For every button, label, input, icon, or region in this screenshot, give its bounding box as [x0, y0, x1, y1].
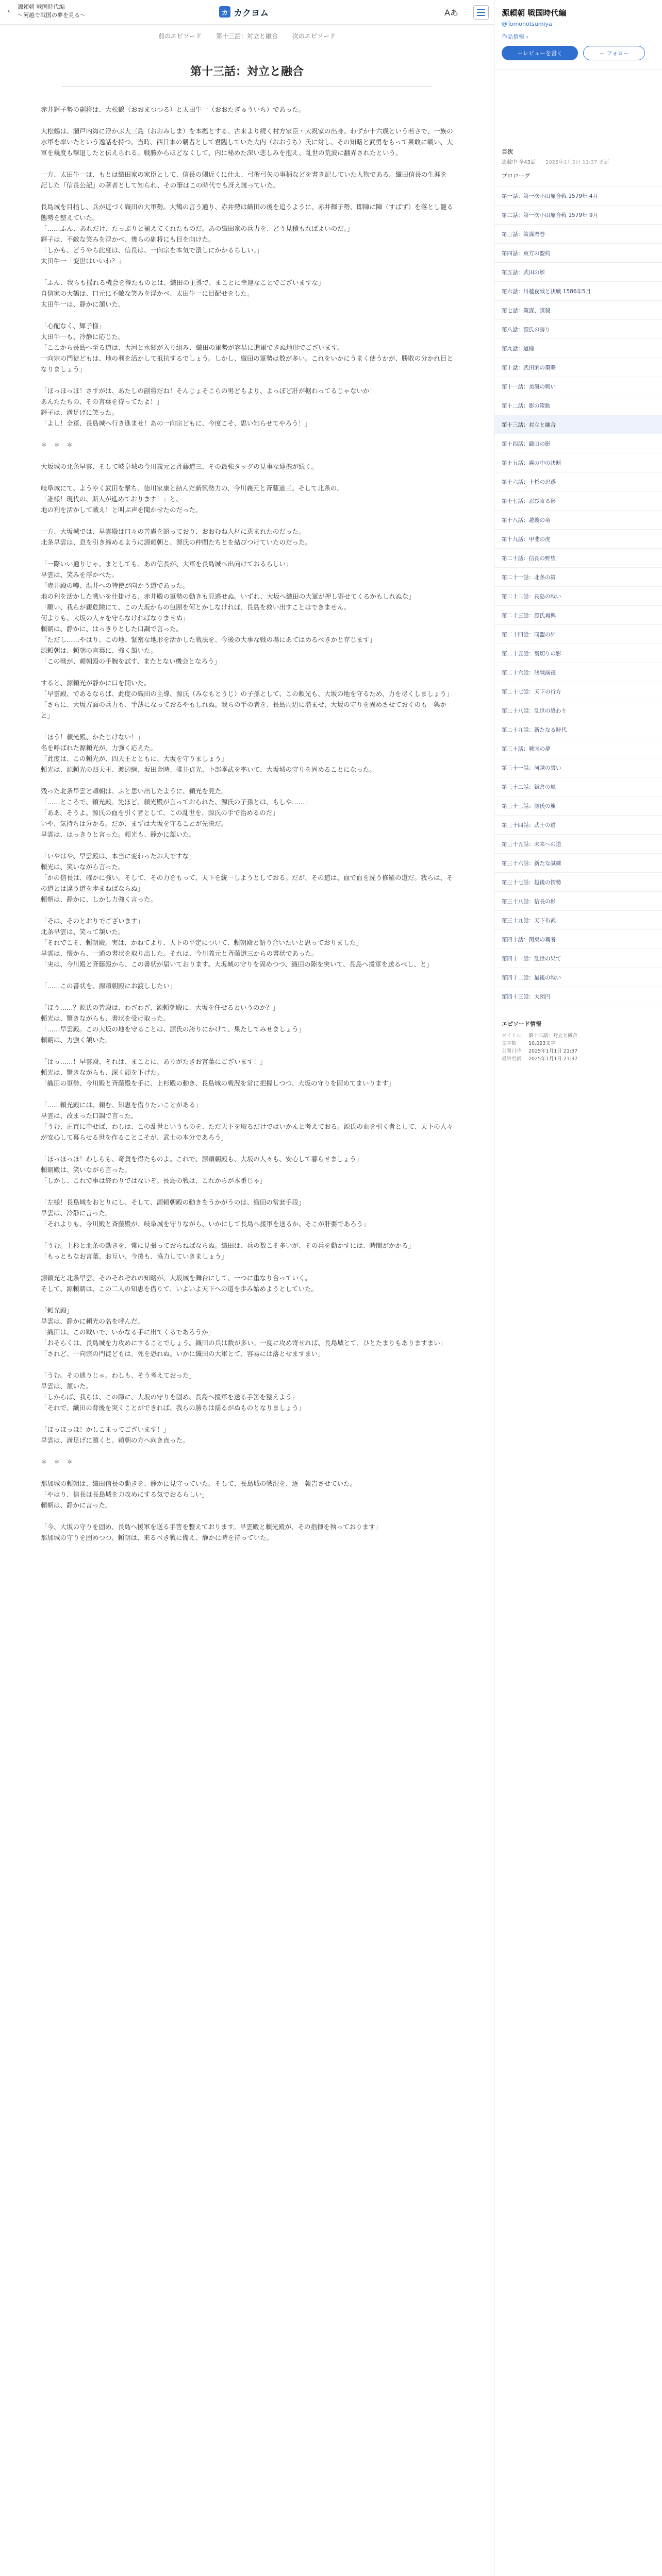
toc-item[interactable]: 第二話：第一次小田原合戦 1579年 9月	[494, 206, 662, 225]
series-title-link[interactable]: 源頼朝 戦国時代編 ～河越で戦国の夢を見る～	[18, 4, 86, 19]
toc-item[interactable]: 第二十八話：乱世の終わり	[494, 701, 662, 720]
body-paragraph: 「早雲殿、であるならば、此度の織田の主導、源氏（みなもとうじ）の子孫として、この頼光も、大坂の地を守るため、力を尽くしましょう」	[41, 690, 453, 698]
body-paragraph: 赤井輝子勢の副将は、大松鶴（おおまつつる）と太田牛一（おおたぎゅういち）であった。	[41, 106, 305, 113]
body-paragraph: 「ここから長島へ至る道は、大河と水郷が入り組み、織田の軍勢が容易に進軍できぬ地形でございます。	[41, 344, 344, 351]
body-paragraph: 北条早雲は、笑って頷いた。	[41, 928, 125, 936]
body-paragraph: 輝子は、不敵な笑みを浮かべ、幾らの副将にも目を向けた。	[41, 235, 215, 243]
toc-item[interactable]: 第二十五話：裏切りの影	[494, 644, 662, 663]
body-paragraph: 「ほっほっほ！かしこまってございます！」	[41, 1426, 170, 1433]
body-paragraph: 頼光は、驚きながらも、書状を受け取った。	[41, 1014, 170, 1022]
body-paragraph: 「しからば、我らは、この隙に、大坂の守りを固め、長島へ援軍を送る手筈を整えよう」	[41, 1393, 299, 1401]
menu-icon[interactable]	[473, 5, 489, 20]
toc-item[interactable]: 第三十二話：鎌倉の風	[494, 777, 662, 796]
body-paragraph: ＊ ＊ ＊	[41, 441, 73, 449]
body-paragraph: 頼朝は、力強く頷いた。	[41, 1036, 112, 1044]
meta-key: タイトル	[502, 1033, 521, 1039]
body-paragraph: 頼朝は、静かに、はっきりとした口調で言った。	[41, 625, 183, 633]
body-paragraph: 地の利を活かした戦いを仕掛ける、赤井殿の軍勢の動きも見逃せぬ。いずれ、大坂へ織田の大軍が押し寄せてくるかもしれぬな」	[41, 592, 415, 600]
body-paragraph: 「ほっほっほ！さすがは、あたしの副将だね！そんじょそこらの男どもより、よっぽど肝が据わってるじゃないか！	[41, 387, 376, 395]
reader-main	[0, 25, 494, 1543]
blank-line	[41, 158, 453, 169]
blank-line	[41, 191, 453, 201]
toc-item[interactable]: 第三十話：戦国の夢	[494, 739, 662, 758]
body-paragraph: 「ふん、我らも揺れる機会を得たものとは、織田の主導で、まことに幸運なことでございますな」	[41, 279, 325, 286]
toc-item[interactable]: 第七話：策謀、謀殺	[494, 301, 662, 320]
body-paragraph: あんたたちの、その言葉を待ってたよ！」	[41, 398, 163, 405]
body-paragraph: 「織田の軍勢、今川殿と斉藤殿を手に、上杉殿の動き、長島城の戦況を常に把握しつつ、大坂の守りを固めてまいります」	[41, 1079, 395, 1087]
body-paragraph: 頼光は、源頼光の四天王、渡辺綱、坂田金時、碓井貞光、卜部季武を率いて、大坂城の守りを固めることになった。	[41, 766, 376, 773]
toc-item[interactable]: 第十七話：忍び寄る影	[494, 492, 662, 511]
meta-value: 第十三話：対立と融合	[528, 1033, 578, 1039]
body-paragraph: 「織田は、この戦いで、いかなる手に出てくるであろうか」	[41, 1328, 215, 1336]
blank-line	[41, 375, 453, 385]
body-paragraph: 「そは、そのとおりでございます」	[41, 917, 144, 925]
body-paragraph: 「はっ……！早雲殿、それは、まことに、ありがたきお言葉にございます！」	[41, 1058, 267, 1065]
toc-item[interactable]: 第二十七話：天下の行方	[494, 682, 662, 701]
meta-value: 2025年1月1日 21:37	[528, 1056, 578, 1062]
blank-line	[41, 970, 453, 980]
blank-line	[41, 1446, 453, 1456]
body-paragraph: 頼朝は、静かに、しかし力強く言った。	[41, 895, 157, 903]
meta-row	[502, 1055, 655, 1063]
body-paragraph: 「やはり、信長は長島城を力攻めにする気でおるらしい」	[41, 1490, 209, 1498]
blank-line	[41, 548, 453, 558]
write-review-button[interactable]: ＋レビューを書く	[502, 46, 578, 60]
body-paragraph: 「……ところで、頼光殿。先ほど、頼光殿が言っておられた、源氏の子孫とは、もしや……」	[41, 798, 311, 806]
body-paragraph: 大松鶴は、瀬戸内海に浮かぶ大三島（おおみしま）を本拠とする、古来より続く村方家臣・大祝家の出身。わずか十六歳という若さで、一族の水軍を率いたという逸話を持つ。当時、西日本の覇者として君臨していた大内（おおうち）氏に対し、その知略と武勇をもって果敢に戦い、大軍を幾度も撃退したと伝えられる。戦勝からほどなくして、内に秘めた深い悲しみを抱え、乱世の荒波に翻弄されたという。	[41, 127, 453, 157]
body-paragraph: 「それでこそ、頼朝殿。実は、かねてより、天下の平定について、頼朝殿と語り合いたいと思っておりました」	[41, 939, 362, 946]
logo-text: カクヨム	[234, 8, 269, 19]
current-episode-link[interactable]: 第十三話：対立と融合	[216, 32, 278, 40]
toc-item[interactable]: 第十一話：美濃の戦い	[494, 377, 662, 396]
blank-line	[41, 1089, 453, 1099]
body-paragraph: 太田牛一も、冷静に応じた。	[41, 333, 125, 341]
body-paragraph: 「かの信長は、確かに強い。そして、その力をもって、天下を統一しようとしておる。だが、その道は、血で血を洗う修羅の道だ。我らは、その道とは違う道を歩まねばならぬ」	[41, 874, 453, 892]
body-paragraph: 「左様！長島城をおとりにし、そして、源頼朝殿の動きをうかがうのは、織田の常套手段」	[41, 1198, 305, 1206]
blank-line	[41, 1186, 453, 1197]
body-paragraph: 太田牛一「変世はいいわ？」	[41, 257, 125, 265]
blank-line	[41, 1413, 453, 1424]
blank-line	[41, 1467, 453, 1478]
toc-item[interactable]: 第十二話：影の策動	[494, 396, 662, 415]
body-paragraph: 源頼光と北条早雲、そのそれぞれの知略が、大坂城を舞台にして、一つに重なり合っていく。	[41, 1274, 311, 1282]
body-paragraph: 「……この書状を、源頼朝殿にお渡ししたい」	[41, 982, 176, 990]
toc-item[interactable]: 第五話：武田の影	[494, 263, 662, 282]
toc-updated: 2025年1月2日 11:37 更新	[545, 160, 609, 165]
toc-item[interactable]: 第三十七話：越後の情勢	[494, 873, 662, 892]
body-paragraph: 早雲は、懐から、一通の書状を取り出した。それは、今川義元と斉藤道三からの書状であった。	[41, 950, 318, 957]
body-paragraph: すると、源頼光が静かに口を開いた。	[41, 679, 151, 687]
blank-line	[41, 1143, 453, 1154]
toc-item[interactable]: 第十五話：霧の中の決断	[494, 453, 662, 472]
body-paragraph: 残った北条早雲と頼朝は、ふと思い出したように、頼光を見た。	[41, 787, 228, 795]
toc-item[interactable]: 第六話：川越夜戦と決戦 1586年5月	[494, 282, 662, 301]
body-paragraph: 「ほっほっほ！わしらも、奇貨を得たものよ。これで、源頼朝殿も、大坂の人々も、安心して暮らせましょう」	[41, 1155, 363, 1163]
body-paragraph: 名を呼ばれた源頼光が、力強く応えた。	[41, 744, 157, 752]
blank-line	[41, 1294, 453, 1305]
body-paragraph: 「うむ。その通りじゃ。わしも、そう考えておった」	[41, 1371, 196, 1379]
blank-line	[41, 1262, 453, 1273]
body-paragraph: 「それで、織田の背後を突くことができれば、我らの勝ちは揺るがぬものとなりましょう」	[41, 1404, 305, 1412]
blank-line	[41, 1511, 453, 1521]
meta-key: 公開日時	[502, 1048, 522, 1054]
toc-item[interactable]: 第十六話：上杉の思惑	[494, 472, 662, 492]
body-paragraph: 地の利を活かして戦え！と叫ぶ声を聞かせたのだった。	[41, 506, 202, 514]
toc-status: 連載中 全43話	[502, 160, 536, 165]
toc-item-prologue[interactable]: プロローグ	[494, 165, 662, 187]
body-paragraph: 「……早雲殿。この大坂の地を守ることは、源氏の誇りにかけて、果たしてみせましょう」	[41, 1025, 305, 1033]
meta-key: 文字数	[502, 1041, 517, 1046]
blank-line	[41, 1045, 453, 1056]
blank-line	[41, 472, 453, 483]
blank-line	[41, 310, 453, 320]
blank-line	[41, 515, 453, 526]
body-paragraph: 「此度は、この頼光が、四天王とともに、大坂を守りましょう」	[41, 755, 228, 762]
toc-item[interactable]: 第二十四話：同盟の絆	[494, 625, 662, 644]
body-paragraph: 岐阜城にて、ようやく武田を撃ち、徳川家康と結んだ新興勢力の、今川義元と斉藤道三。そして北条の、	[41, 484, 343, 492]
body-paragraph: 早雲は、静かに頼光の名を呼んだ。	[41, 1317, 144, 1325]
toc-item[interactable]: 第三十三話：源氏の旗	[494, 796, 662, 816]
meta-row	[502, 1032, 655, 1040]
blank-line	[41, 721, 453, 732]
body-paragraph: 一向宗の門徒どもは、地の利を活かして抵抗するでしょう。しかし、織田の軍勢は数が多い。これをいかにうまく使うかが、勝敗の分かれ目となりましょう」	[41, 354, 453, 373]
toc-item[interactable]: 第三十四話：武士の道	[494, 816, 662, 835]
episode-title: 第十三話：対立と融合	[61, 63, 433, 87]
body-paragraph: 「赤井殿の噂、温井への特使が向かう道であった。	[41, 582, 189, 589]
toc-list	[494, 187, 662, 1006]
toc-item[interactable]: 第二十二話：長島の戦い	[494, 587, 662, 606]
body-paragraph: 「心配なく、輝子様」	[41, 322, 105, 330]
author-link[interactable]: @Tomonotsumiya	[502, 21, 552, 27]
toc-item[interactable]: 第四十三話：大団円	[494, 987, 662, 1006]
toc-item[interactable]: 第二十三話：源氏再興	[494, 606, 662, 625]
body-paragraph: 大坂城の北条早雲、そして岐阜城の今川義元と斉藤道三、その最強タッグの見事な連携が続く。	[41, 463, 318, 470]
episode-nav	[0, 25, 494, 46]
episode-body	[41, 104, 453, 1543]
body-paragraph: 早雲は、冷静に言った。	[41, 1209, 112, 1217]
body-paragraph: 「しかも、どうやら此度は、信長は、一向宗を本気で潰しにかかるらしい。」	[41, 246, 263, 254]
body-paragraph: 一方、大坂城では、早雲殿は口々の苦慮を語っており、おおむね人材に恵まれたのだった。	[41, 528, 305, 535]
body-paragraph: 頼光は、驚きながらも、深く頭を下げた。	[41, 1069, 163, 1076]
work-info-link[interactable]: 作品情報 ›	[502, 33, 528, 40]
body-paragraph: 「今、大坂の守りを固め、長島へ援軍を送る手筈を整えております。早雲殿と頼光殿が、その指揮を執っております」	[41, 1523, 382, 1531]
body-paragraph: 「さらに、大坂方面の兵力も、手薄になっておるやもしれぬ。我らの手の者を、長島周辺に潜ませ、大坂の守りを固めさせておくのも一興かと」	[41, 701, 447, 719]
toc-item[interactable]: 第八話：源氏の誇り	[494, 320, 662, 339]
body-paragraph: 一方、太田牛一は、もとは織田家の家臣として、信長の側近くに仕え、弓術弓矢の事柄などを書き記していた人物である。織田信長の生涯を記した『信長公記』の著者として知られ、その筆はこの時代でも冴え渡っていた。	[41, 171, 448, 189]
meta-value: 10,023文字	[528, 1041, 556, 1046]
body-paragraph: 「ほう……？源氏の皆殿は、わざわざ、源頼朝殿に、大坂を任せるというのか？」	[41, 1004, 279, 1011]
toc-item[interactable]: 第四十一話：乱世の果て	[494, 949, 662, 968]
body-paragraph: 「ただし……やはり、この地、緊密な地形を活かした戦法を、今後の大事な戦の場にあてはめるべきかと存じます」	[41, 636, 376, 643]
font-setting-button[interactable]: Aあ	[444, 8, 458, 18]
blank-line	[41, 266, 453, 277]
body-paragraph: そして、源頼朝は、この二人の知恵を借りて、いよいよ天下への道を歩み始めようとしていた。	[41, 1285, 318, 1293]
toc-item[interactable]: 第九話：道標	[494, 339, 662, 358]
toc-item[interactable]: 第二十一話：北条の策	[494, 568, 662, 587]
toc-item[interactable]: 第十三話：対立と融合	[494, 415, 662, 434]
body-paragraph: 「この戦が、頼朝殿の手腕を試す、またとない機会となろう」	[41, 657, 221, 665]
sidebar	[494, 0, 662, 2576]
body-paragraph: 頼朝は、静かに言った。	[41, 1501, 112, 1509]
toc-item[interactable]: 第二十話：信長の野望	[494, 549, 662, 568]
body-paragraph: 自信家の大鶴は、口元に不敵な笑みを浮かべ、太田牛一に目配せをした。	[41, 290, 254, 297]
body-paragraph: 「うむ。上杉と北条の動きを、常に見張っておらねばならぬ。織田は、兵の数こそ多いが、その兵を動かすには、時間がかかる」	[41, 1242, 415, 1249]
site-logo[interactable]	[219, 6, 269, 18]
body-paragraph: 早雲は、改まった口調で言った。	[41, 1112, 138, 1120]
toc-item[interactable]: 第十九話：甲斐の虎	[494, 530, 662, 549]
body-paragraph: 「……頼光殿には、頼む、知恵を借りたいことがある」	[41, 1101, 202, 1109]
body-paragraph: 「うむ、正直に申せば、わしは、この乱世というものを、ただ天下を取るだけではいかんと考えておる。源氏の血を引く者として、天下の人々が安心して暮らせる世を作ることこそが、武士の本分であろう」	[41, 1123, 453, 1141]
body-paragraph: 「おそらくは、長島城を力攻めにすることでしょう。織田の兵は数が多い。一度に攻め寄せれば、長島城とて、ひとたまりもありますまい」	[41, 1339, 447, 1347]
blank-line	[41, 905, 453, 916]
body-paragraph: 「ほう！頼光殿、かたじけない！」	[41, 733, 144, 741]
body-paragraph: 「誰様！現代の、斯人が進めております！」と、	[41, 495, 183, 503]
body-paragraph: 太田牛一は、静かに頷いた。	[41, 300, 125, 308]
meta-key: 最終更新	[502, 1056, 522, 1062]
body-paragraph: 「いやはや、早雲殿は、本当に変わったお人ですな」	[41, 852, 195, 860]
body-paragraph: 北条早雲は、息を引き締めるように源頼朝と、源氏の仲間たちとを結びつけていたのだった。	[41, 538, 312, 546]
body-paragraph: 那加城の頼朝は、織田信長の動きを、静かに見守っていた。そして、長島城の戦況を、逐一報告させていた。	[41, 1480, 357, 1487]
body-paragraph: 「されど、一向宗の門徒どもは、死を恐れぬ。いかに織田の大軍とて、容易には落とせますまい」	[41, 1350, 324, 1358]
back-chevron-icon[interactable]: ‹	[7, 7, 10, 15]
blank-line	[41, 450, 453, 461]
body-paragraph: 「しかし、これで事は終わりではないぞ。長島の戦は、これからが本番じゃ」	[41, 1177, 267, 1184]
blank-line	[41, 991, 453, 1002]
body-paragraph: 頼光は、笑いながら言った。	[41, 863, 125, 871]
toc-item[interactable]: 第三話：策謀渦巻	[494, 225, 662, 244]
prev-episode-link[interactable]: 前のエピソード	[158, 32, 202, 40]
body-paragraph: 「よし！全軍、長島城へ行き進ませ！あの一向宗どもに、今度こそ、思い知らせてやろう！」	[41, 419, 311, 427]
body-paragraph: 早雲は、笑みを浮かべた。	[41, 571, 119, 579]
body-paragraph: 何よりも、大坂の人々を守らなければなりませぬ」	[41, 614, 189, 622]
body-paragraph: 長島城を目指し、兵が近づく織田の大軍勢。大鶴の言う通り、赤井勢は織田の後を追うように、赤井輝子勢、即陣に陣（すばず）を落とし籠る態勢を整えていた。	[41, 203, 454, 222]
follow-button[interactable]: ＋ フォロー	[583, 46, 645, 60]
toc-item[interactable]: 第三十五話：未来への道	[494, 835, 662, 854]
body-paragraph: 「もっともなお言葉、お互い、今後も、協力していきましょう」	[41, 1252, 228, 1260]
toc-item[interactable]: 第一話：第一次小田原合戦 1579年 4月	[494, 187, 662, 206]
meta-value: 2025年1月1日 21:37	[528, 1048, 578, 1054]
toc-item[interactable]: 第二十六話：決戦前夜	[494, 663, 662, 682]
toc-item[interactable]: 第三十八話：信長の影	[494, 892, 662, 911]
toc-item[interactable]: 第四十二話：最後の戦い	[494, 968, 662, 987]
body-paragraph: 早雲は、はっきりと言った。頼光も、静かに頷いた。	[41, 831, 196, 838]
next-episode-link[interactable]: 次のエピソード	[292, 32, 336, 40]
body-paragraph: 「願い、我らが親危険にて、この大坂からの包囲を何とかしなければ、長島を救い出すことはできません。	[41, 603, 351, 611]
body-paragraph: 早雲は、満足げに頷くと、頼朝の方へ向き直った。	[41, 1436, 189, 1444]
body-paragraph: 「ああ、そうよ。源氏の血を引く者として、この乱世を、源氏の手で治めるのだ」	[41, 809, 279, 817]
blank-line	[41, 775, 453, 786]
blank-line	[41, 115, 453, 126]
toc-heading: 目次	[502, 148, 513, 155]
body-paragraph: 早雲は、頷いた。	[41, 1382, 93, 1390]
work-title[interactable]: 源頼朝 戦国時代編	[502, 8, 567, 18]
logo-mark-icon: カ	[219, 6, 230, 18]
blank-line	[41, 667, 453, 677]
blank-line	[41, 429, 453, 439]
episode-meta	[494, 1006, 662, 1063]
body-paragraph: 「頼光殿」	[41, 1307, 73, 1314]
body-paragraph: 頼朝殿は、笑いながら言った。	[41, 1166, 131, 1174]
body-paragraph: 「一際いい通りじゃ。まとしても、あの信長が、大軍を長島城へ出向けておるらしい」	[41, 560, 292, 568]
blank-line	[41, 840, 453, 851]
body-paragraph: いや、気持ちは分かる。だが、まずは大坂を守ることが先決だ。	[41, 820, 228, 827]
body-paragraph: 「実は、今川殿と斉藤殿から、この書状が届いております。大坂城の守りを固めつつ、織田の隙を突いて、長島へ援軍を送るべし、と」	[41, 960, 433, 968]
toc-subheading	[494, 156, 662, 165]
body-paragraph: ＊ ＊ ＊	[41, 1458, 73, 1466]
toc-item[interactable]: 第十八話：越後の竜	[494, 511, 662, 530]
toc-item[interactable]: 第三十九話：天下布武	[494, 911, 662, 930]
toc-item[interactable]: 第四話：東方の盟約	[494, 244, 662, 263]
toc-item[interactable]: 第十話：武田家の策略	[494, 358, 662, 377]
body-paragraph: 「それよりも、今川殿と斉藤殿が、岐阜城を守りながら、いかにして長島へ援軍を送るか、そこが肝要であろう」	[41, 1220, 370, 1228]
toc-item[interactable]: 第四十話：関東の覇者	[494, 930, 662, 949]
body-paragraph: 輝子は、満足げに笑った。	[41, 409, 119, 416]
toc-item[interactable]: 第三十六話：新たな試練	[494, 854, 662, 873]
body-paragraph: 那加城の守りを固めつつ、頼朝は、来るべき戦に備え、静かに時を待っていた。	[41, 1534, 273, 1541]
toc-item[interactable]: 第二十九話：新たなる時代	[494, 720, 662, 739]
toc-item[interactable]: 第三十一話：河越の誓い	[494, 758, 662, 777]
episode-meta-title: エピソード情報	[502, 1021, 541, 1027]
body-paragraph: 源頼朝は、頼朝の言葉に、強く頷いた。	[41, 647, 157, 654]
blank-line	[41, 1359, 453, 1370]
body-paragraph: 「……ふん、あれだけ、たっぷりと揃えてくれたものだ。あの織田家の兵力を、どう見積もればよいのだ。」	[41, 225, 354, 232]
meta-row	[502, 1047, 655, 1055]
meta-row	[502, 1040, 655, 1047]
blank-line	[41, 1229, 453, 1240]
toc-item[interactable]: 第十四話：織田の影	[494, 434, 662, 453]
